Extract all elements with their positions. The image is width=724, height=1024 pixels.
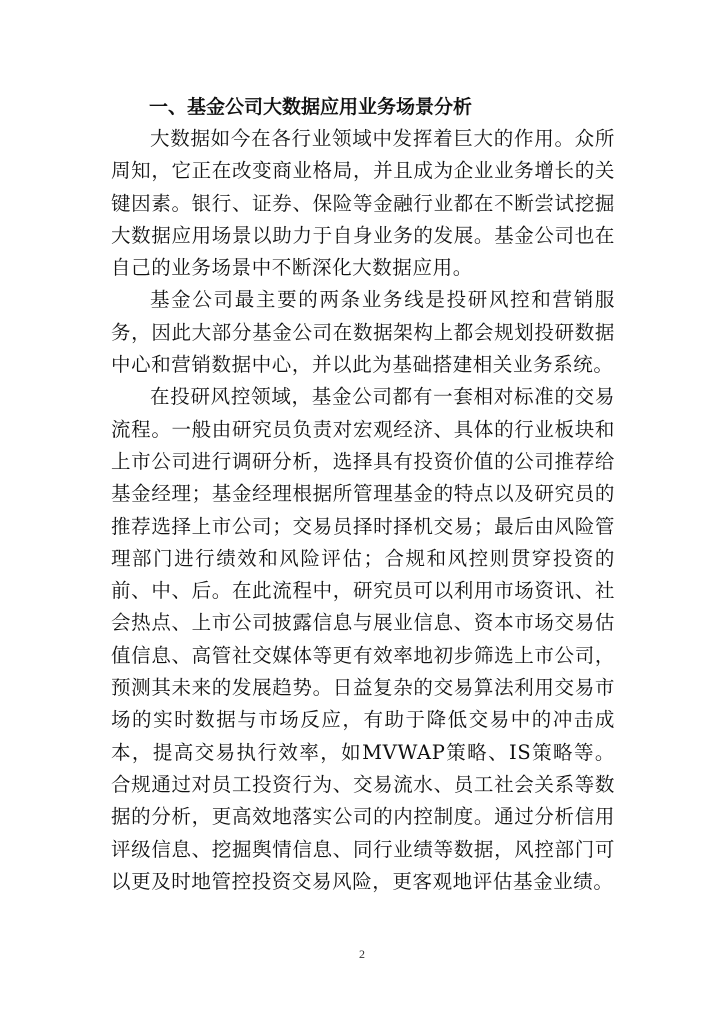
- paragraph-2: 基金公司最主要的两条业务线是投研风控和营销服务，因此大部分基金公司在数据架构上都会规划投研数据中心和营销数据中心，并以此为基础搭建相关业务系统。: [111, 288, 615, 377]
- paragraph-1: 大数据如今在各行业领域中发挥着巨大的作用。众所周知，它正在改变商业格局，并且成为企业业务增长的关键因素。银行、证券、保险等金融行业都在不断尝试挖掘大数据应用场景以助力于自身业务的发展。基金公司也在自己的业务场景中不断深化大数据应用。: [111, 127, 615, 280]
- section-heading: 一、基金公司大数据应用业务场景分析: [149, 96, 473, 118]
- page-body: [111, 92, 615, 898]
- paragraph-3: 在投研风控领域，基金公司都有一套相对标准的交易流程。一般由研究员负责对宏观经济、具体的行业板块和上市公司进行调研分析，选择具有投资价值的公司推荐给基金经理；基金经理根据所管理基金的特点以及研究员的推荐选择上市公司；交易员择时择机交易；最后由风险管理部门进行绩效和风险评估；合规和风控则贯穿投资的前、中、后。在此流程中，研究员可以利用市场资讯、社会热点、上市公司披露信息与展业信息、资本市场交易估值信息、高管社交媒体等更有效率地初步筛选上市公司，预测其未来的发展趋势。日益复杂的交易算法利用交易市场的实时数据与市场反应，有助于降低交易中的冲击成本，提高交易执行效率，如MVWAP策略、IS策略等。合规通过对员工投资行为、交易流水、员工社会关系等数据的分析，更高效地落实公司的内控制度。通过分析信用评级信息、挖掘舆情信息、同行业绩等数据，风控部门可以更及时地管控投资交易风险，更客观地评估基金业绩。: [111, 385, 615, 893]
- page-number: 2: [359, 947, 365, 961]
